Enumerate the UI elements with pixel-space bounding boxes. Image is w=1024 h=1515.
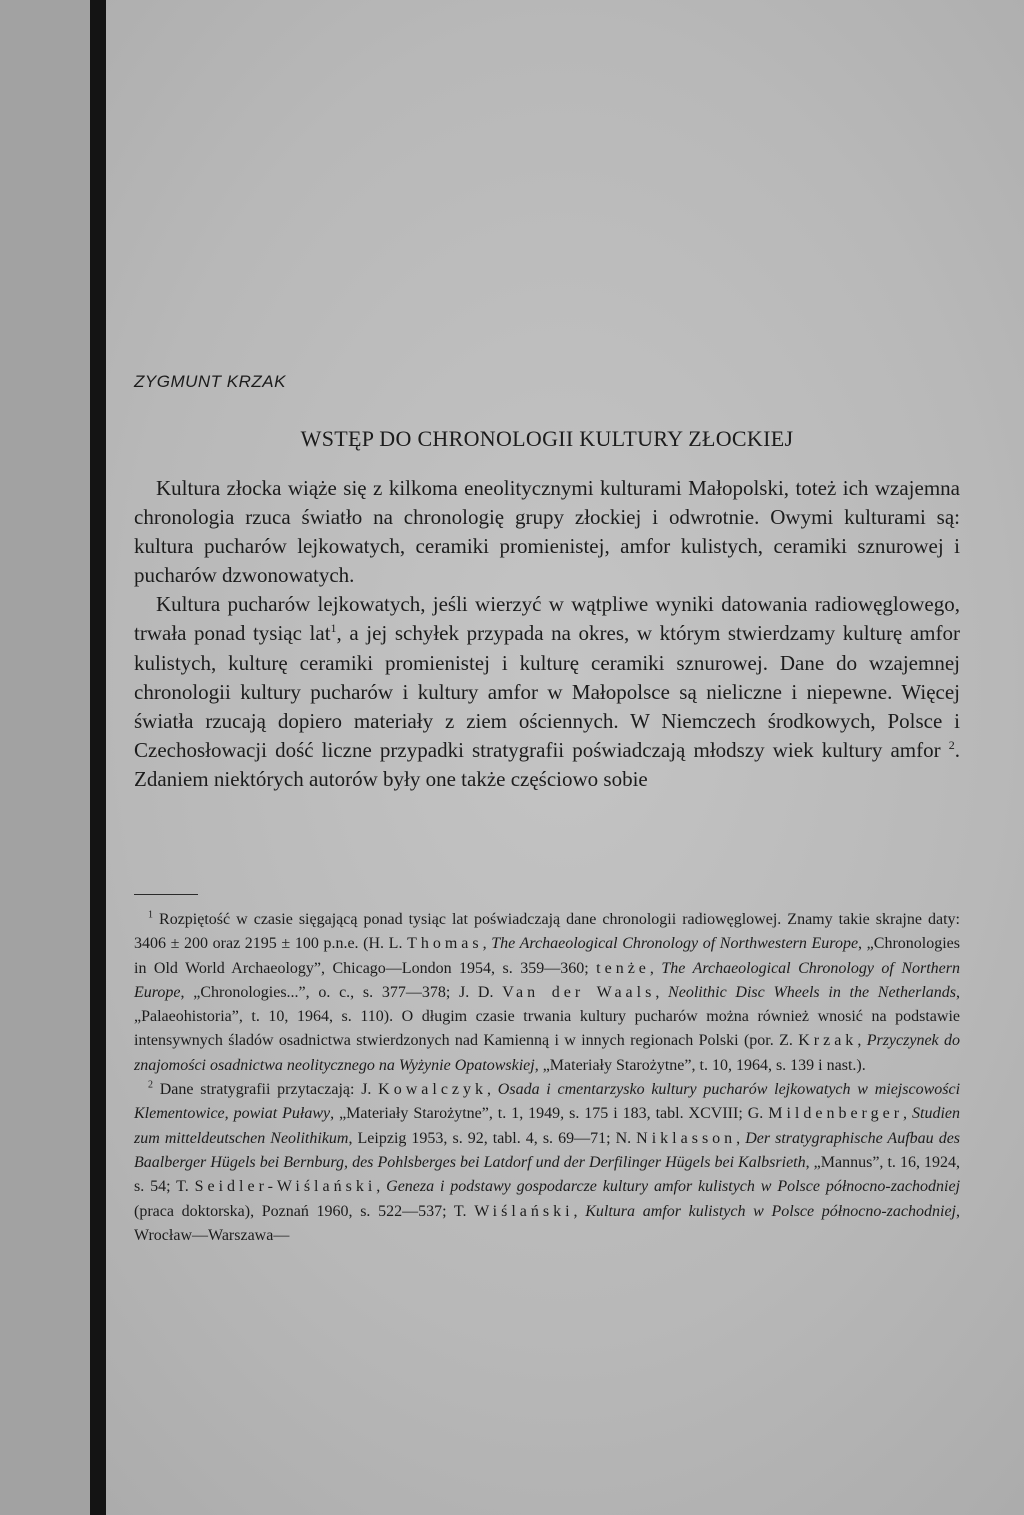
cited-title: Kultura amfor kulistych w Polsce północno-zachodniej: [585, 1202, 957, 1220]
cited-author: tenże: [596, 959, 650, 977]
footnote-text: , Wrocław—Warszawa—: [134, 1202, 961, 1244]
cited-author: Kowalczyk: [378, 1081, 488, 1099]
cited-author: Van der Waals: [502, 983, 656, 1001]
footnote-text: ,: [655, 983, 669, 1001]
footnote-text: ,: [487, 1081, 498, 1099]
footnote-text: ,: [376, 1178, 387, 1196]
paragraph-text: , a jej schyłek przypada na okres, w którym stwierdzamy kulturę amfor kulistych, kulturę ceramiki promienistej i kulturę ceramiki sznurowej. Dane do wzajemnej chronologii kultury pucharów i kultury amfor w Małopolsce są nieliczne i niepewne. Więcej światła rzucają dopiero materiały z ziem ościennych. W Niemczech środkowych, Polsce i Czechosłowacji dość liczne przypadki stratygrafii poświadczają młodszy wiek kultury amfor: [134, 621, 960, 762]
footnote-text: , „Mannus”, t. 16, 1924, s. 54; T.: [134, 1153, 961, 1196]
footnote-text: , „Chronologies...”, o. c., s. 377—378; J. D.: [180, 983, 503, 1001]
paragraph-text: Kultura złocka wiąże się z kilkoma eneolitycznymi kulturami Małopolski, toteż ich wzajemna chronologia rzuca światło na chronologię grupy złockiej i odwrotnie. Owymi kulturami są: kultura pucharów lejkowatych, ceramiki promienistej, amfor kulistych, ceramiki sznurowej i pucharów dzwonowatych.: [134, 476, 960, 588]
footnote-text: Dane stratygrafii przytaczają: J.: [153, 1081, 379, 1099]
footnote-text: ,: [903, 1105, 912, 1123]
footnote-text: , „Materiały Starożytne”, t. 1, 1949, s. 175 i 183, tabl. XCVIII; G.: [330, 1105, 769, 1123]
cited-title: Der stratygraphische Aufbau des Baalberger Hügels bei Bernburg, des Pohlsberges bei Latdorf und der Derfilinger Hügels bei Kalbsrieth: [134, 1129, 961, 1171]
footnote-text: ,: [482, 935, 492, 953]
footnote-text: Rozpiętość w czasie sięgającą ponad tysiąc lat poświadczają dane chronologii radiowęglowej. Znamy takie skrajne daty: 3406 ± 200 oraz 2195 ± 100 p.n.e. (H. L.: [134, 911, 960, 953]
article-title: WSTĘP DO CHRONOLOGII KULTURY ZŁOCKIEJ: [300, 426, 794, 451]
footnote-text: ,: [573, 1202, 586, 1220]
paragraph-text: Kultura pucharów lejkowatych, jeśli wierzyć w wątpliwe wyniki datowania radiowęglowego, trwała ponad tysiąc lat: [134, 592, 960, 646]
footnote-text: ,: [857, 1032, 867, 1050]
paragraph: [134, 590, 960, 794]
footnote-1: [134, 908, 960, 1078]
paragraph-text: . Zdaniem niektórych autorów były one także częściowo sobie: [134, 737, 961, 791]
paragraph: [134, 474, 960, 590]
footnote-text: ,: [649, 959, 662, 977]
footnote-text: , „Materiały Starożytne”, t. 10, 1964, s. 139 i nast.).: [534, 1056, 866, 1074]
cited-author: Krzak: [798, 1032, 858, 1050]
footnote-ref: 1: [330, 621, 337, 636]
cited-author: Seidler-Wiślański: [194, 1178, 377, 1196]
footnote-number: 2: [148, 1079, 153, 1091]
footnote-text: , „Palaeohistoria”, t. 10, 1964, s. 110). O długim czasie trwania kultury pucharów można również wnosić na podstawie intensywnych śladów osadnictwa stwierdzonych nad Kamienną i w innych regionach Polski (por. Z.: [134, 983, 960, 1050]
body-text: [134, 474, 960, 794]
cited-title: Neolithic Disc Wheels in the Netherlands: [668, 983, 956, 1001]
cited-title: The Archaeological Chronology of Northwestern Europe: [491, 935, 859, 953]
cited-author: Wiślański: [474, 1202, 574, 1220]
footnote-number: 1: [148, 909, 153, 921]
footnote-text: , Leipzig 1953, s. 92, tabl. 4, s. 69—71; N.: [348, 1129, 637, 1147]
cited-title: Studien zum mitteldeutschen Neolithikum: [134, 1105, 960, 1147]
cited-title: The Archaeological Chronology of Northern Europe: [134, 959, 961, 1001]
footnote-divider: [134, 894, 198, 895]
author-name: ZYGMUNT KRZAK: [134, 372, 286, 391]
footnotes: [134, 908, 960, 1248]
footnote-text: (praca doktorska), Poznań 1960, s. 522—537; T.: [134, 1202, 475, 1220]
footnote-ref: 2: [948, 737, 955, 752]
page-margin: [0, 0, 92, 1515]
footnote-text: , „Chronologies in Old World Archaeology”, Chicago—London 1954, s. 359—360;: [134, 935, 960, 977]
footnote-text: ,: [736, 1129, 746, 1147]
cited-title: Przyczynek do znajomości osadnictwa neolitycznego na Wyżynie Opatowskiej: [134, 1032, 961, 1074]
cited-author: Mildenberger: [768, 1105, 904, 1123]
cited-title: Geneza i podstawy gospodarcze kultury amfor kulistych w Polsce północno-zachodniej: [386, 1178, 961, 1196]
footnote-2: [134, 1078, 960, 1248]
cited-title: Osada i cmentarzysko kultury pucharów lejkowatych w miejscowości Klementowice, powiat Puławy: [134, 1081, 961, 1123]
binding-shadow: [90, 0, 106, 1515]
cited-author: Thomas: [407, 935, 483, 953]
cited-author: Niklasson: [636, 1129, 737, 1147]
